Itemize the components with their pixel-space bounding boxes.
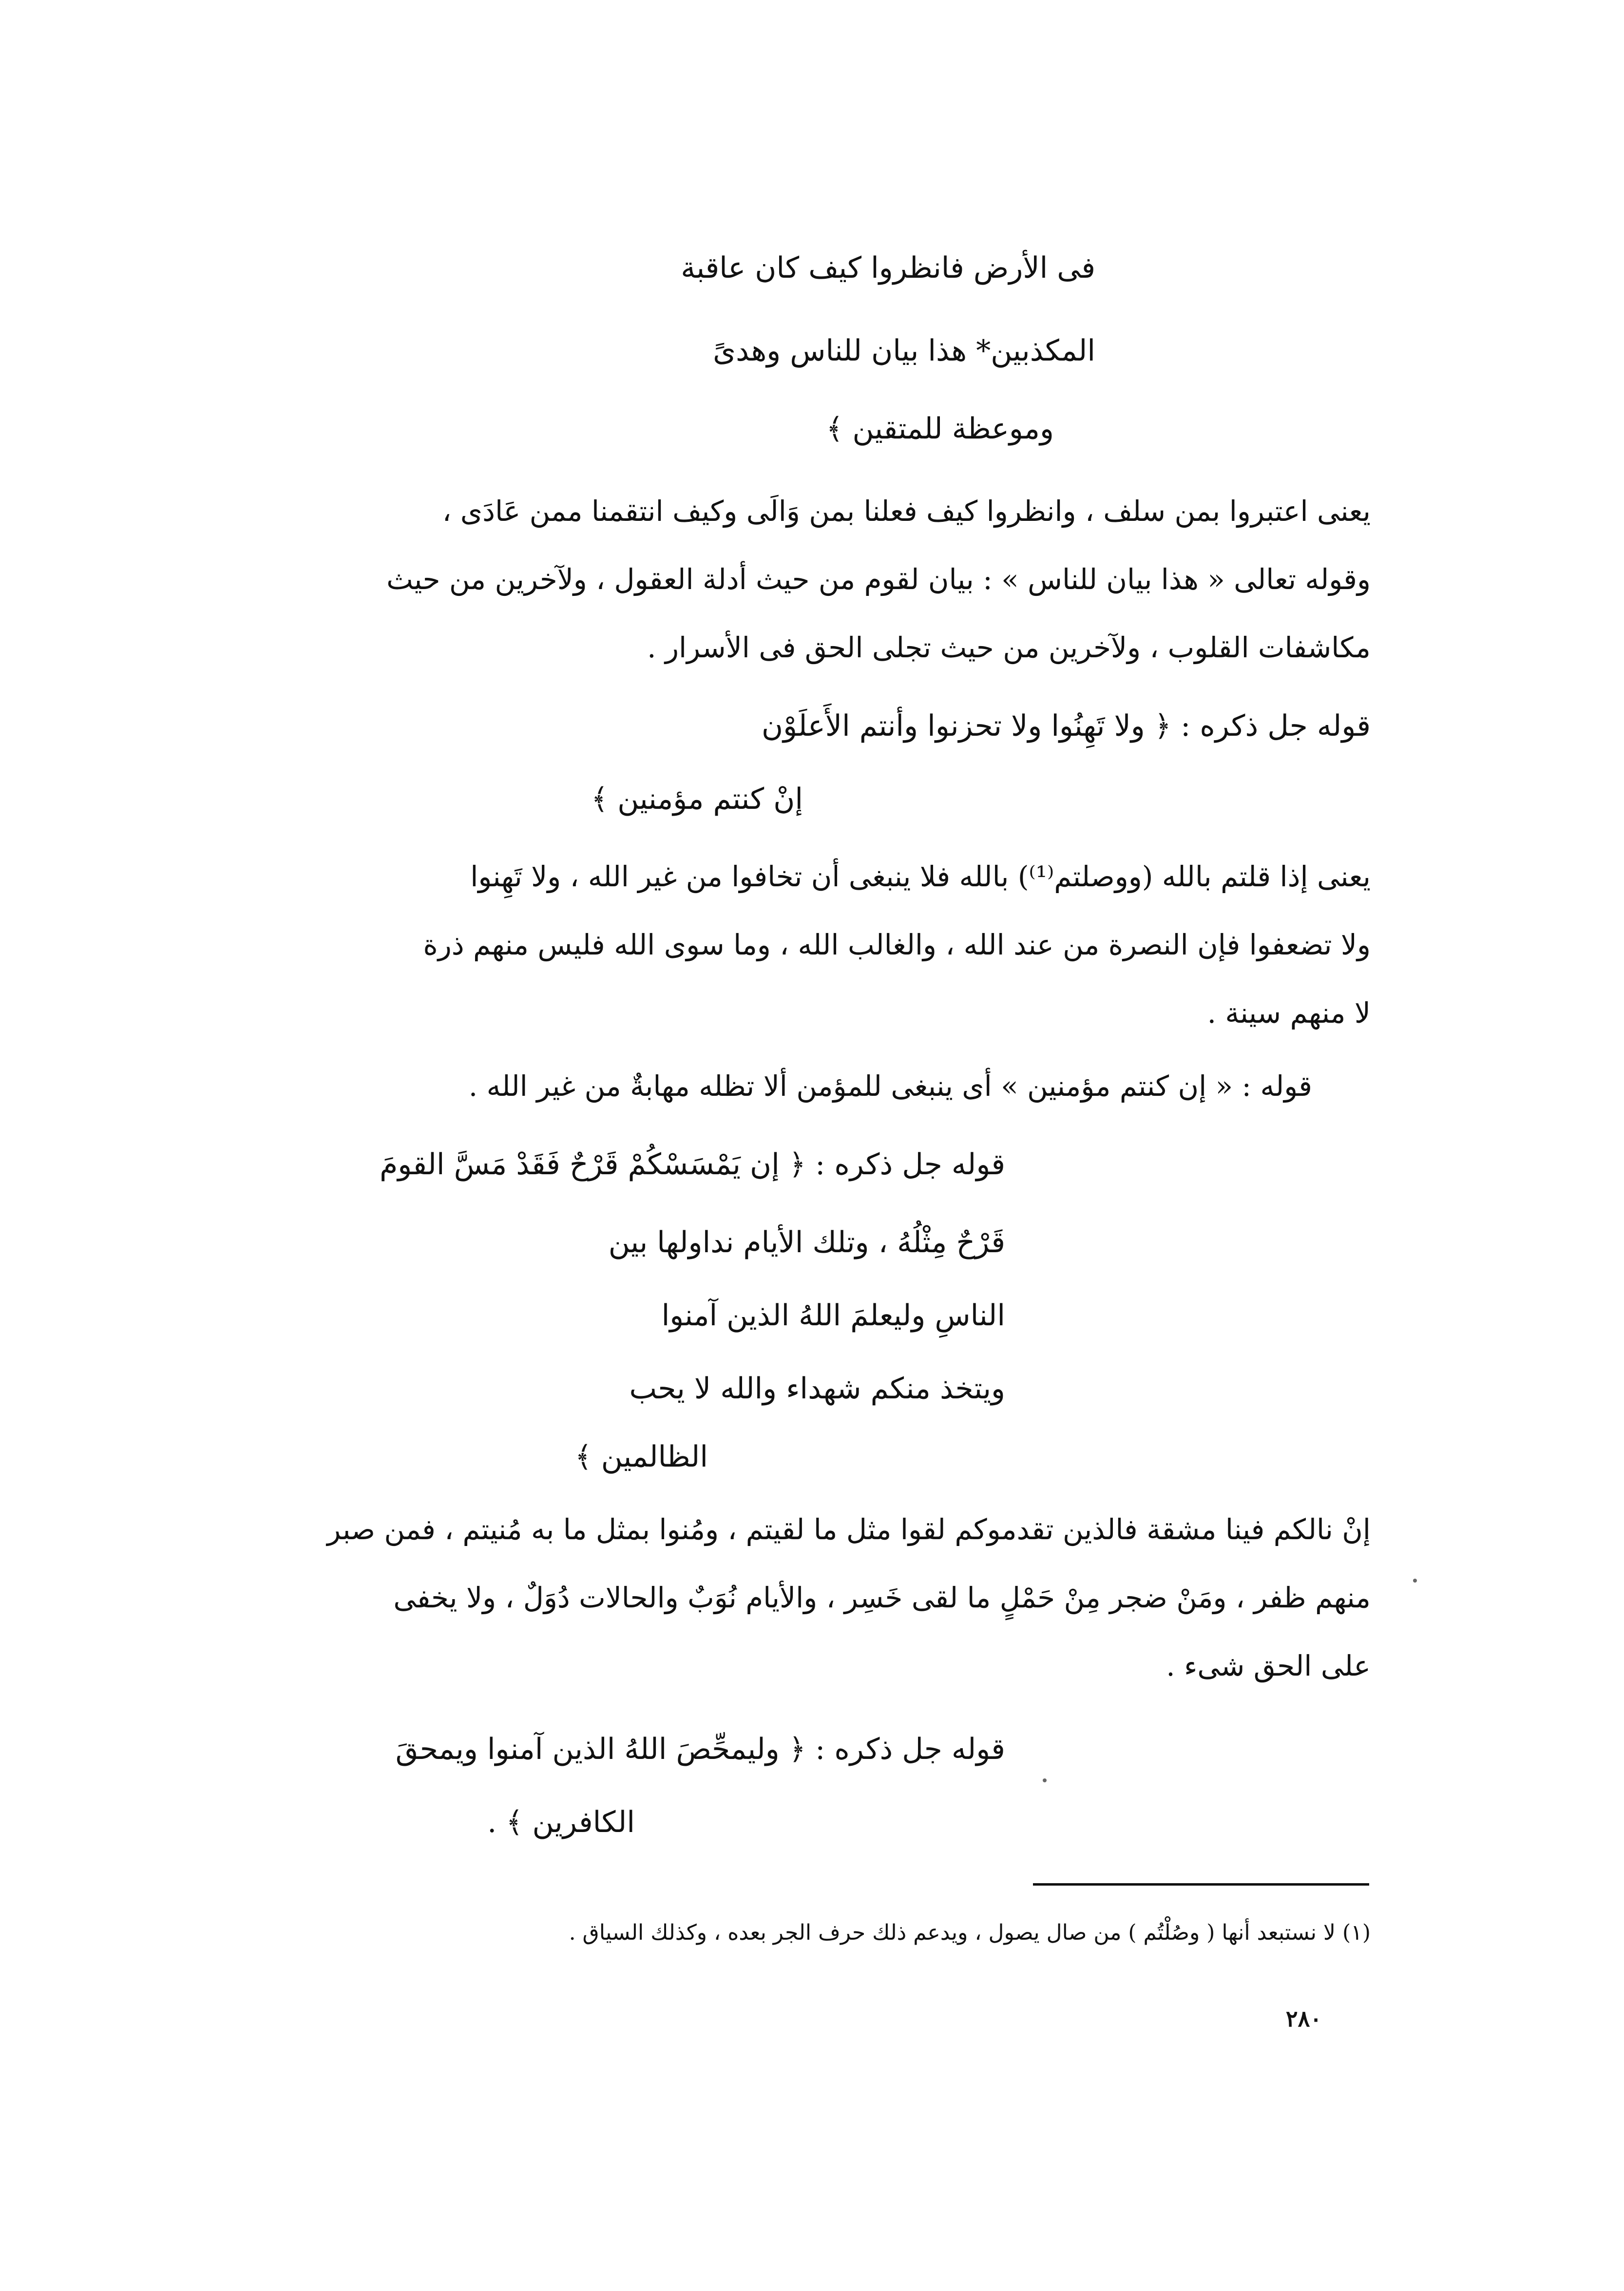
commentary-line: يعنى إذا قلتم بالله (ووصلتم⁽¹⁾) بالله فلا ينبغى أن تخافوا من غير الله ، ولا تَهِنوا	[470, 860, 1371, 893]
verse-line: وموعظة للمتقين ﴾	[826, 412, 1054, 446]
footnote-text: (١) لا نستبعد أنها ( وصُلْتُم ) من صال يصول ، ويدعم ذلك حرف الجر بعده ، وكذلك السياق .	[569, 1920, 1371, 1945]
commentary-line: وقوله تعالى « هذا بيان للناس » : بيان لقوم من حيث أدلة العقول ، ولآخرين من حيث	[386, 563, 1371, 596]
commentary-line: إنْ نالكم فينا مشقة فالذين تقدموكم لقوا مثل ما لقيتم ، ومُنوا بمثل ما به مُنيتم ، فمن صبر	[327, 1513, 1371, 1546]
scan-speck	[1043, 1778, 1047, 1782]
verse-line: الكافرين ﴾ .	[487, 1805, 635, 1839]
commentary-line: مكاشفات القلوب ، ولآخرين من حيث تجلى الحق فى الأسرار .	[647, 631, 1371, 664]
verse-line: قَرْحٌ مِثْلُهُ ، وتلك الأيام نداولها بين	[608, 1225, 1005, 1260]
commentary-line: ولا تضعفوا فإن النصرة من عند الله ، والغالب الله ، وما سوى الله فليس منهم ذرة	[423, 928, 1371, 961]
verse-heading-line: قوله جل ذكره : ﴿ إن يَمْسَسْكُمْ قَرْحٌ فَقَدْ مَسَّ القومَ	[380, 1147, 1005, 1182]
commentary-line: لا منهم سينة .	[1207, 996, 1371, 1030]
verse-line: الناسِ وليعلمَ اللهُ الذين آمنوا	[661, 1298, 1005, 1333]
verse-line: ويتخذ منكم شهداء والله لا يحب	[629, 1372, 1005, 1406]
commentary-line: على الحق شىء .	[1166, 1649, 1371, 1682]
page-number: ٢٨٠	[1285, 2005, 1322, 2032]
commentary-line: منهم ظفر ، ومَنْ ضجر مِنْ حَمْلٍ ما لقى خَسِر ، والأيام نُوَبٌ والحالات دُوَلٌ ، ولا يخفى	[393, 1581, 1371, 1614]
verse-heading-line: قوله جل ذكره : ﴿ وليمحِّصَ اللهُ الذين آمنوا ويمحقَ	[395, 1732, 1005, 1766]
verse-line: إنْ كنتم مؤمنين ﴾	[591, 782, 803, 816]
commentary-line: قوله : « إن كنتم مؤمنين » أى ينبغى للمؤمن ألا تظله مهابةٌ من غير الله .	[468, 1069, 1312, 1103]
footnote-divider	[1033, 1883, 1369, 1886]
verse-line: فى الأرض فانظروا كيف كان عاقبة	[681, 251, 1095, 285]
scan-speck	[1413, 1579, 1417, 1583]
commentary-line: يعنى اعتبروا بمن سلف ، وانظروا كيف فعلنا بمن وَالَى وكيف انتقمنا ممن عَادَى ،	[442, 495, 1371, 528]
verse-line: الظالمين ﴾	[574, 1440, 708, 1474]
verse-heading-line: قوله جل ذكره : ﴿ ولا تَهِنُوا ولا تحزنوا وأنتم الأَعلَوْن	[762, 709, 1371, 743]
verse-line: المكذبين* هذا بيان للناس وهدىً	[713, 334, 1095, 368]
